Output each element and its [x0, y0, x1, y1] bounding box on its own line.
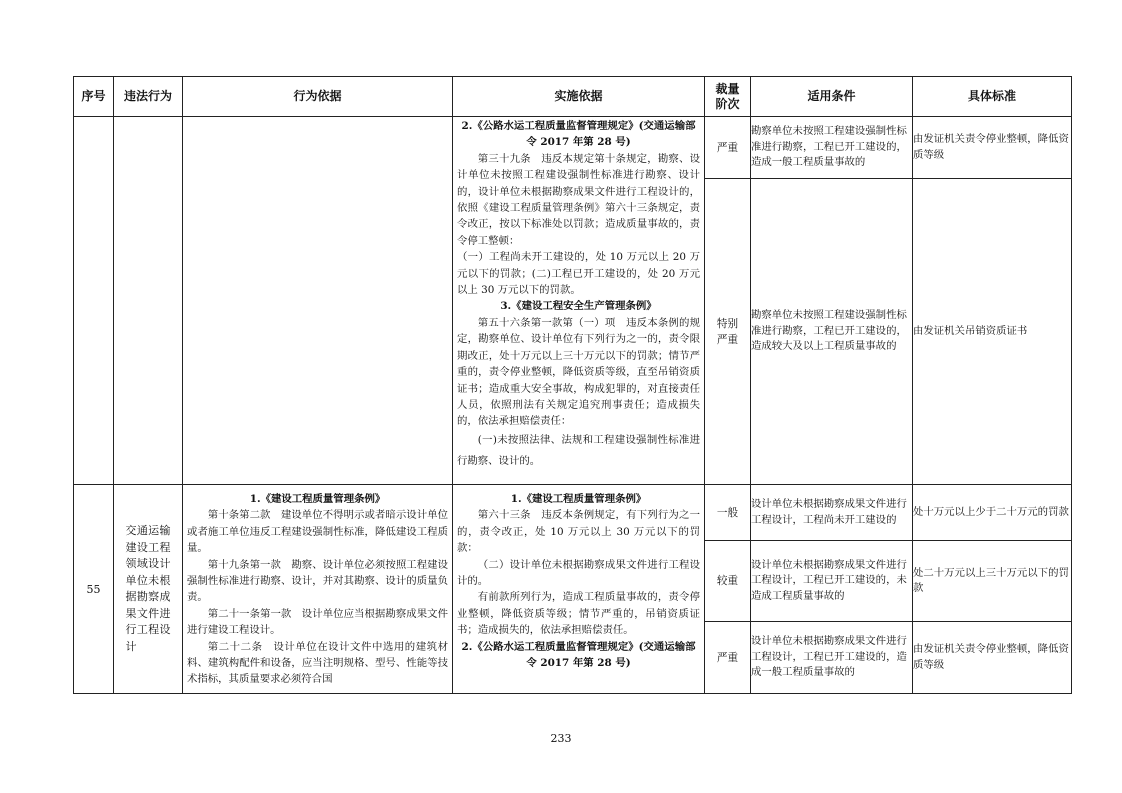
row-55-tier3-standard: 由发证机关责令停业整顿，降低资质等级 — [913, 622, 1072, 694]
prev-impl-para-1: 第三十九条 违反本规定第十条规定，勘察、设计单位未按照工程建设强制性标准进行勘察、设计的，设计单位未根据勘察成果文件进行工程设计的，依照《建设工程质量管理条例》第六十三条规定，责令改正，按以下标准处以罚款；造成质量事故的，责令停工整顿： — [457, 152, 700, 247]
row-55-basis-para-4: 第二十二条 设计单位在设计文件中选用的建筑材料、建筑构配件和设备，应当注明规格、型号、性能等技术指标，其质量要求必须符合国 — [187, 640, 448, 686]
row-55-tier-general — [74, 485, 1072, 541]
row-55-impl-title-1: 1.《建设工程质量管理条例》 — [510, 493, 647, 505]
page-number: 233 — [550, 732, 572, 745]
row-55-tier1-standard: 处十万元以上少于二十万元的罚款 — [913, 485, 1072, 541]
row-55-no: 55 — [74, 485, 114, 694]
row-55-tier2-standard: 处二十万元以上三十万元以下的罚款 — [913, 541, 1072, 622]
row-55-tier2-condition: 设计单位未根据勘察成果文件进行工程设计，工程已开工建设的，未造成工程质量事故的 — [751, 541, 913, 622]
prev-tier2-condition: 勘察单位未按照工程建设强制性标准进行勘察，工程已开工建设的，造成较大及以上工程质量事故的 — [751, 179, 913, 485]
row-55-tier2-level: 较重 — [705, 541, 751, 622]
prev-tier1-standard: 由发证机关责令停业整顿，降低资质等级 — [913, 117, 1072, 179]
header-violation: 违法行为 — [114, 77, 183, 117]
row-55-violation: 交通运输建设工程领域设计单位未根据勘察成果文件进行工程设计 — [114, 485, 183, 694]
row-55-impl-para-1: 第六十三条 违反本条例规定，有下列行为之一的，责令改正，处 10 万元以上 30 万元以下的罚款： — [457, 509, 700, 555]
row-55-basis-para-2: 第十九条第一款 勘察、设计单位必须按照工程建设强制性标准进行勘察、设计，并对其勘察、设计的质量负责。 — [187, 558, 448, 604]
prev-tier2-standard: 由发证机关吊销资质证书 — [913, 179, 1072, 485]
row-55-tier3-condition: 设计单位未根据勘察成果文件进行工程设计，工程已开工建设的，造成一般工程质量事故的 — [751, 622, 913, 694]
prev-impl-title-2: 3.《建设工程安全生产管理条例》 — [500, 300, 657, 313]
row-55-basis — [183, 485, 453, 694]
prev-impl-para-4: (一)未按照法律、法规和工程建设强制性标准进行勘察、设计的。 — [457, 433, 700, 467]
prev-implementation-cell — [453, 117, 705, 485]
row-55-impl-para-2: （二）设计单位未根据勘察成果文件进行工程设计的。 — [457, 558, 700, 588]
regulation-table — [73, 76, 1072, 694]
row-55-impl-para-3: 有前款所列行为，造成工程质量事故的，责令停业整顿，降低资质等级；情节严重的，吊销资质证书；造成损失的，依法承担赔偿责任。 — [457, 591, 700, 637]
row-55-basis-para-3: 第二十一条第一款 设计单位应当根据勘察成果文件进行建设工程设计。 — [187, 607, 448, 637]
prev-impl-para-3: 第五十六条第一款第（一）项 违反本条例的规定，勘察单位、设计单位有下列行为之一的，责令限期改正，处十万元以上三十万元以下的罚款；情节严重的，责令停业整顿，降低资质等级，直至吊销资质证书；造成重大安全事故，构成犯罪的，对直接责任人员，依照刑法有关规定追究刑事责任；造成损失的，依法承担赔偿责任： — [457, 316, 700, 428]
row-55-basis-para-1: 第十条第二款 建设单位不得明示或者暗示设计单位或者施工单位违反工程建设强制性标准，降低建设工程质量。 — [187, 509, 448, 555]
header-row — [74, 77, 1072, 117]
header-discretion-level: 裁量阶次 — [705, 77, 751, 117]
prev-violation-cell — [114, 117, 183, 485]
prev-impl-para-2: （一）工程尚未开工建设的，处 10 万元以上 20 万元以下的罚款；(二)工程已开工建设的，处 20 万元以上 30 万元以下的罚款。 — [457, 251, 700, 297]
row-55-tier3-level: 严重 — [705, 622, 751, 694]
prev-no-cell — [74, 117, 114, 485]
header-implementation: 实施依据 — [453, 77, 705, 117]
prev-basis-cell — [183, 117, 453, 485]
prev-tier-serious-row — [74, 117, 1072, 179]
prev-impl-title-1: 2.《公路水运工程质量监督管理规定》(交通运输部令 2017 年第 28 号) — [461, 120, 696, 149]
prev-tier1-condition: 勘察单位未按照工程建设强制性标准进行勘察，工程已开工建设的，造成一般工程质量事故的 — [751, 117, 913, 179]
header-basis: 行为依据 — [183, 77, 453, 117]
row-55-tier1-condition: 设计单位未根据勘察成果文件进行工程设计，工程尚未开工建设的 — [751, 485, 913, 541]
row-55-tier1-level: 一般 — [705, 485, 751, 541]
row-55-impl-title-2: 2.《公路水运工程质量监督管理规定》(交通运输部令 2017 年第 28 号) — [461, 640, 696, 670]
header-conditions: 适用条件 — [751, 77, 913, 117]
row-55-basis-title: 1.《建设工程质量管理条例》 — [249, 493, 386, 505]
header-standard: 具体标准 — [913, 77, 1072, 117]
row-55-implementation — [453, 485, 705, 694]
prev-tier1-level: 严重 — [705, 117, 751, 179]
header-no: 序号 — [74, 77, 114, 117]
prev-tier2-level: 特别严重 — [705, 179, 751, 485]
